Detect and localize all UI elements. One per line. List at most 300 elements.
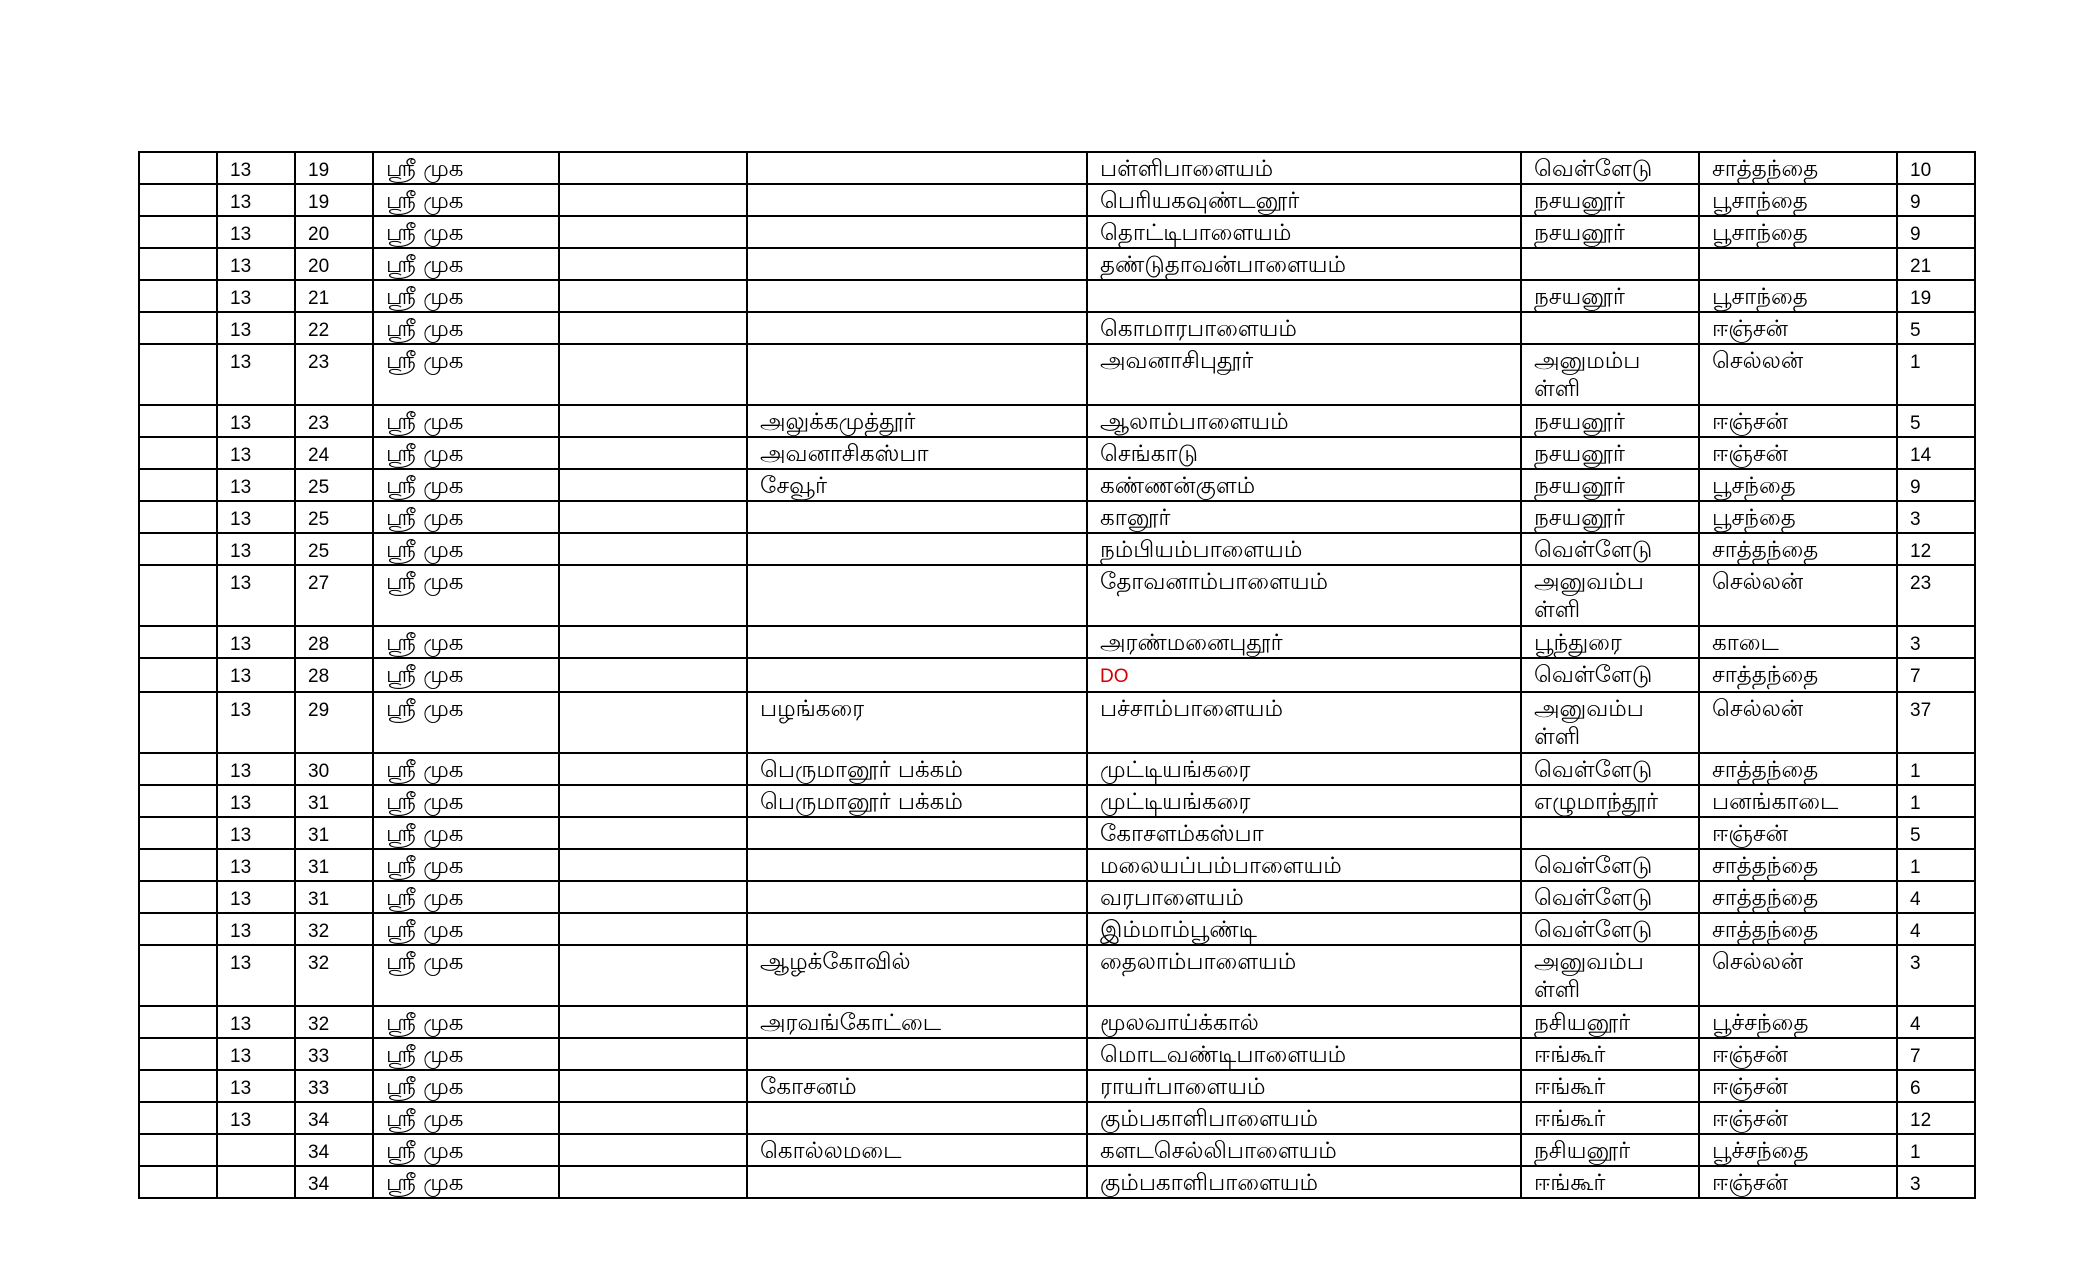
number-b-cell: 25 xyxy=(295,533,373,565)
number-a-cell: 13 xyxy=(217,692,295,753)
place-cell: வெள்ளேடு xyxy=(1521,913,1699,945)
village-b-cell: முட்டியங்கரை xyxy=(1087,753,1521,785)
table-row xyxy=(139,216,1975,248)
place-cell xyxy=(1521,817,1699,849)
table-row xyxy=(139,849,1975,881)
table-row xyxy=(139,184,1975,216)
table-row xyxy=(139,1134,1975,1166)
village-a-cell: அலுக்கமுத்தூர் xyxy=(747,405,1087,437)
number-b-cell: 29 xyxy=(295,692,373,753)
clan-cell: சாத்தந்தை xyxy=(1699,753,1897,785)
village-b-cell: கும்பகாளிபாளையம் xyxy=(1087,1102,1521,1134)
village-a-cell xyxy=(747,913,1087,945)
place-cell: அனுமம்பள்ளி xyxy=(1521,344,1699,405)
empty-col-cell xyxy=(559,184,747,216)
empty-col-cell xyxy=(559,152,747,184)
prefix-cell: ஸ்ரீ முக xyxy=(373,1070,559,1102)
village-a-cell: அரவங்கோட்டை xyxy=(747,1006,1087,1038)
clan-cell: ஈஞ்சன் xyxy=(1699,1102,1897,1134)
village-b-cell: இம்மாம்பூண்டி xyxy=(1087,913,1521,945)
count-cell: 10 xyxy=(1897,152,1975,184)
red-ditto-note: DO xyxy=(1100,666,1129,687)
number-b-cell: 31 xyxy=(295,785,373,817)
count-cell: 1 xyxy=(1897,785,1975,817)
place-cell: வெள்ளேடு xyxy=(1521,881,1699,913)
empty-col-cell xyxy=(559,405,747,437)
table-row xyxy=(139,817,1975,849)
clan-cell: செல்லன் xyxy=(1699,344,1897,405)
number-b-cell: 25 xyxy=(295,501,373,533)
number-b-cell: 31 xyxy=(295,881,373,913)
count-cell: 6 xyxy=(1897,1070,1975,1102)
prefix-cell: ஸ்ரீ முக xyxy=(373,565,559,626)
table-row xyxy=(139,152,1975,184)
village-b-cell: கும்பகாளிபாளையம் xyxy=(1087,1166,1521,1198)
empty-col-cell xyxy=(559,469,747,501)
blank-col-cell xyxy=(139,658,217,692)
village-a-cell xyxy=(747,1102,1087,1134)
village-a-cell: ஆழக்கோவில் xyxy=(747,945,1087,1006)
empty-col-cell xyxy=(559,817,747,849)
empty-col-cell xyxy=(559,565,747,626)
village-b-cell: கொமாரபாளையம் xyxy=(1087,312,1521,344)
clan-cell: ஈஞ்சன் xyxy=(1699,312,1897,344)
place-cell xyxy=(1521,312,1699,344)
village-a-cell: அவனாசிகஸ்பா xyxy=(747,437,1087,469)
village-b-cell: தண்டுதாவன்பாளையம் xyxy=(1087,248,1521,280)
number-a-cell: 13 xyxy=(217,533,295,565)
clan-cell: சாத்தந்தை xyxy=(1699,533,1897,565)
number-a-cell: 13 xyxy=(217,405,295,437)
number-a-cell: 13 xyxy=(217,753,295,785)
prefix-cell: ஸ்ரீ முக xyxy=(373,1166,559,1198)
clan-cell: பூசாந்தை xyxy=(1699,280,1897,312)
count-cell: 1 xyxy=(1897,849,1975,881)
blank-col-cell xyxy=(139,216,217,248)
place-cell: எழுமாந்தூர் xyxy=(1521,785,1699,817)
village-a-cell xyxy=(747,849,1087,881)
place-cell: நசியனூர் xyxy=(1521,1134,1699,1166)
data-table xyxy=(138,151,1976,1199)
village-a-cell xyxy=(747,248,1087,280)
place-cell: நசயனூர் xyxy=(1521,280,1699,312)
number-b-cell: 27 xyxy=(295,565,373,626)
place-cell: நசயனூர் xyxy=(1521,216,1699,248)
village-b-cell: தோவனாம்பாளையம் xyxy=(1087,565,1521,626)
prefix-cell: ஸ்ரீ முக xyxy=(373,152,559,184)
table-row xyxy=(139,533,1975,565)
blank-col-cell xyxy=(139,626,217,658)
village-b-cell: அரண்மனைபுதூர் xyxy=(1087,626,1521,658)
empty-col-cell xyxy=(559,1102,747,1134)
blank-col-cell xyxy=(139,785,217,817)
empty-col-cell xyxy=(559,626,747,658)
blank-col-cell xyxy=(139,501,217,533)
village-b-cell: ஆலாம்பாளையம் xyxy=(1087,405,1521,437)
number-a-cell xyxy=(217,1134,295,1166)
count-cell: 37 xyxy=(1897,692,1975,753)
number-a-cell: 13 xyxy=(217,469,295,501)
number-b-cell: 30 xyxy=(295,753,373,785)
place-cell: ஈங்கூர் xyxy=(1521,1070,1699,1102)
village-b-cell: கானூர் xyxy=(1087,501,1521,533)
place-cell: நசயனூர் xyxy=(1521,405,1699,437)
clan-cell: பூசாந்தை xyxy=(1699,216,1897,248)
blank-col-cell xyxy=(139,1070,217,1102)
count-cell: 19 xyxy=(1897,280,1975,312)
clan-cell: பூச்சந்தை xyxy=(1699,1134,1897,1166)
prefix-cell: ஸ்ரீ முக xyxy=(373,184,559,216)
clan-cell: சாத்தந்தை xyxy=(1699,913,1897,945)
village-b-cell: முட்டியங்கரை xyxy=(1087,785,1521,817)
count-cell: 9 xyxy=(1897,216,1975,248)
clan-cell: செல்லன் xyxy=(1699,945,1897,1006)
number-b-cell: 22 xyxy=(295,312,373,344)
place-cell: வெள்ளேடு xyxy=(1521,152,1699,184)
number-b-cell: 21 xyxy=(295,280,373,312)
blank-col-cell xyxy=(139,1134,217,1166)
count-cell: 21 xyxy=(1897,248,1975,280)
village-b-cell: தொட்டிபாளையம் xyxy=(1087,216,1521,248)
prefix-cell: ஸ்ரீ முக xyxy=(373,945,559,1006)
table-row xyxy=(139,913,1975,945)
empty-col-cell xyxy=(559,753,747,785)
place-cell: வெள்ளேடு xyxy=(1521,753,1699,785)
prefix-cell: ஸ்ரீ முக xyxy=(373,1134,559,1166)
empty-col-cell xyxy=(559,248,747,280)
table-row xyxy=(139,344,1975,405)
empty-col-cell xyxy=(559,533,747,565)
clan-cell: சாத்தந்தை xyxy=(1699,881,1897,913)
prefix-cell: ஸ்ரீ முக xyxy=(373,658,559,692)
place-cell: நசயனூர் xyxy=(1521,501,1699,533)
number-a-cell: 13 xyxy=(217,849,295,881)
blank-col-cell xyxy=(139,945,217,1006)
number-a-cell: 13 xyxy=(217,216,295,248)
count-cell: 9 xyxy=(1897,184,1975,216)
table-row xyxy=(139,626,1975,658)
empty-col-cell xyxy=(559,1070,747,1102)
prefix-cell: ஸ்ரீ முக xyxy=(373,437,559,469)
prefix-cell: ஸ்ரீ முக xyxy=(373,469,559,501)
count-cell: 3 xyxy=(1897,945,1975,1006)
count-cell: 4 xyxy=(1897,881,1975,913)
village-b-cell: பச்சாம்பாளையம் xyxy=(1087,692,1521,753)
number-b-cell: 23 xyxy=(295,344,373,405)
clan-cell: சாத்தந்தை xyxy=(1699,658,1897,692)
number-a-cell: 13 xyxy=(217,626,295,658)
village-a-cell xyxy=(747,501,1087,533)
clan-cell: ஈஞ்சன் xyxy=(1699,1038,1897,1070)
place-cell: நசயனூர் xyxy=(1521,184,1699,216)
clan-cell: ஈஞ்சன் xyxy=(1699,817,1897,849)
clan-cell: பூசந்தை xyxy=(1699,501,1897,533)
village-b-cell: அவனாசிபுதூர் xyxy=(1087,344,1521,405)
place-cell: அனுவம்பள்ளி xyxy=(1521,945,1699,1006)
village-b-cell: கோசளம்கஸ்பா xyxy=(1087,817,1521,849)
count-cell: 4 xyxy=(1897,1006,1975,1038)
place-cell: அனுவம்பள்ளி xyxy=(1521,692,1699,753)
blank-col-cell xyxy=(139,849,217,881)
blank-col-cell xyxy=(139,692,217,753)
number-a-cell: 13 xyxy=(217,344,295,405)
village-b-cell: மொடவண்டிபாளையம் xyxy=(1087,1038,1521,1070)
empty-col-cell xyxy=(559,1166,747,1198)
empty-col-cell xyxy=(559,658,747,692)
table-row xyxy=(139,501,1975,533)
count-cell: 4 xyxy=(1897,913,1975,945)
number-b-cell: 33 xyxy=(295,1038,373,1070)
number-a-cell: 13 xyxy=(217,658,295,692)
count-cell: 7 xyxy=(1897,1038,1975,1070)
empty-col-cell xyxy=(559,1006,747,1038)
number-a-cell: 13 xyxy=(217,248,295,280)
blank-col-cell xyxy=(139,1166,217,1198)
village-a-cell xyxy=(747,658,1087,692)
blank-col-cell xyxy=(139,565,217,626)
clan-cell: செல்லன் xyxy=(1699,692,1897,753)
place-cell: பூந்துரை xyxy=(1521,626,1699,658)
number-b-cell: 20 xyxy=(295,248,373,280)
clan-cell: பூச்சந்தை xyxy=(1699,1006,1897,1038)
number-b-cell: 20 xyxy=(295,216,373,248)
table-row xyxy=(139,1102,1975,1134)
blank-col-cell xyxy=(139,881,217,913)
prefix-cell: ஸ்ரீ முக xyxy=(373,248,559,280)
village-b-cell xyxy=(1087,280,1521,312)
table-row xyxy=(139,658,1975,692)
prefix-cell: ஸ்ரீ முக xyxy=(373,913,559,945)
village-b-cell xyxy=(1087,658,1521,692)
count-cell: 12 xyxy=(1897,1102,1975,1134)
prefix-cell: ஸ்ரீ முக xyxy=(373,405,559,437)
count-cell: 5 xyxy=(1897,817,1975,849)
village-a-cell xyxy=(747,312,1087,344)
village-b-cell: நம்பியம்பாளையம் xyxy=(1087,533,1521,565)
village-a-cell: கொல்லமடை xyxy=(747,1134,1087,1166)
number-a-cell: 13 xyxy=(217,913,295,945)
number-b-cell: 32 xyxy=(295,913,373,945)
empty-col-cell xyxy=(559,785,747,817)
empty-col-cell xyxy=(559,849,747,881)
number-a-cell: 13 xyxy=(217,184,295,216)
place-cell: வெள்ளேடு xyxy=(1521,849,1699,881)
village-b-cell: மலையப்பம்பாளையம் xyxy=(1087,849,1521,881)
number-b-cell: 34 xyxy=(295,1166,373,1198)
place-cell: நசியனூர் xyxy=(1521,1006,1699,1038)
number-a-cell: 13 xyxy=(217,437,295,469)
number-b-cell: 32 xyxy=(295,1006,373,1038)
place-cell: வெள்ளேடு xyxy=(1521,533,1699,565)
table-row xyxy=(139,405,1975,437)
number-b-cell: 31 xyxy=(295,849,373,881)
blank-col-cell xyxy=(139,184,217,216)
prefix-cell: ஸ்ரீ முக xyxy=(373,533,559,565)
prefix-cell: ஸ்ரீ முக xyxy=(373,692,559,753)
number-a-cell xyxy=(217,1166,295,1198)
table-row xyxy=(139,785,1975,817)
blank-col-cell xyxy=(139,248,217,280)
clan-cell: சாத்தந்தை xyxy=(1699,849,1897,881)
prefix-cell: ஸ்ரீ முக xyxy=(373,501,559,533)
place-cell: ஈங்கூர் xyxy=(1521,1038,1699,1070)
empty-col-cell xyxy=(559,881,747,913)
empty-col-cell xyxy=(559,216,747,248)
blank-col-cell xyxy=(139,1038,217,1070)
table-row xyxy=(139,312,1975,344)
number-a-cell: 13 xyxy=(217,280,295,312)
prefix-cell: ஸ்ரீ முக xyxy=(373,881,559,913)
place-cell: வெள்ளேடு xyxy=(1521,658,1699,692)
number-a-cell: 13 xyxy=(217,1070,295,1102)
village-a-cell: சேவூர் xyxy=(747,469,1087,501)
village-b-cell: பள்ளிபாளையம் xyxy=(1087,152,1521,184)
place-cell xyxy=(1521,248,1699,280)
village-b-cell: ராயர்பாளையம் xyxy=(1087,1070,1521,1102)
table-row xyxy=(139,437,1975,469)
clan-cell: ஈஞ்சன் xyxy=(1699,1166,1897,1198)
prefix-cell: ஸ்ரீ முக xyxy=(373,312,559,344)
number-a-cell: 13 xyxy=(217,881,295,913)
village-b-cell: செங்காடு xyxy=(1087,437,1521,469)
village-a-cell xyxy=(747,152,1087,184)
number-b-cell: 28 xyxy=(295,626,373,658)
empty-col-cell xyxy=(559,692,747,753)
count-cell: 12 xyxy=(1897,533,1975,565)
empty-col-cell xyxy=(559,1134,747,1166)
empty-col-cell xyxy=(559,437,747,469)
blank-col-cell xyxy=(139,344,217,405)
count-cell: 1 xyxy=(1897,344,1975,405)
village-a-cell xyxy=(747,344,1087,405)
number-b-cell: 28 xyxy=(295,658,373,692)
number-a-cell: 13 xyxy=(217,1102,295,1134)
number-b-cell: 19 xyxy=(295,152,373,184)
blank-col-cell xyxy=(139,280,217,312)
village-a-cell xyxy=(747,1166,1087,1198)
clan-cell: பனங்காடை xyxy=(1699,785,1897,817)
prefix-cell: ஸ்ரீ முக xyxy=(373,1006,559,1038)
table-row xyxy=(139,945,1975,1006)
table-row xyxy=(139,1038,1975,1070)
village-b-cell: களடசெல்லிபாளையம் xyxy=(1087,1134,1521,1166)
number-b-cell: 19 xyxy=(295,184,373,216)
clan-cell: காடை xyxy=(1699,626,1897,658)
place-cell: அனுவம்பள்ளி xyxy=(1521,565,1699,626)
prefix-cell: ஸ்ரீ முக xyxy=(373,1102,559,1134)
prefix-cell: ஸ்ரீ முக xyxy=(373,216,559,248)
number-b-cell: 25 xyxy=(295,469,373,501)
number-b-cell: 31 xyxy=(295,817,373,849)
table-row xyxy=(139,1006,1975,1038)
village-a-cell xyxy=(747,626,1087,658)
number-a-cell: 13 xyxy=(217,785,295,817)
number-a-cell: 13 xyxy=(217,945,295,1006)
empty-col-cell xyxy=(559,501,747,533)
prefix-cell: ஸ்ரீ முக xyxy=(373,626,559,658)
count-cell: 5 xyxy=(1897,312,1975,344)
number-a-cell: 13 xyxy=(217,152,295,184)
table-row xyxy=(139,469,1975,501)
village-b-cell: பெரியகவுண்டனூர் xyxy=(1087,184,1521,216)
blank-col-cell xyxy=(139,152,217,184)
clan-cell: பூசந்தை xyxy=(1699,469,1897,501)
blank-col-cell xyxy=(139,1102,217,1134)
number-a-cell: 13 xyxy=(217,565,295,626)
number-b-cell: 33 xyxy=(295,1070,373,1102)
place-cell: ஈங்கூர் xyxy=(1521,1166,1699,1198)
village-a-cell xyxy=(747,817,1087,849)
clan-cell xyxy=(1699,248,1897,280)
clan-cell: சாத்தந்தை xyxy=(1699,152,1897,184)
number-a-cell: 13 xyxy=(217,1006,295,1038)
prefix-cell: ஸ்ரீ முக xyxy=(373,817,559,849)
number-b-cell: 24 xyxy=(295,437,373,469)
blank-col-cell xyxy=(139,1006,217,1038)
village-a-cell: பெருமானூர் பக்கம் xyxy=(747,753,1087,785)
prefix-cell: ஸ்ரீ முக xyxy=(373,849,559,881)
blank-col-cell xyxy=(139,405,217,437)
village-a-cell xyxy=(747,280,1087,312)
number-a-cell: 13 xyxy=(217,312,295,344)
clan-cell: பூசாந்தை xyxy=(1699,184,1897,216)
village-a-cell xyxy=(747,216,1087,248)
count-cell: 1 xyxy=(1897,1134,1975,1166)
prefix-cell: ஸ்ரீ முக xyxy=(373,344,559,405)
count-cell: 23 xyxy=(1897,565,1975,626)
village-a-cell xyxy=(747,1038,1087,1070)
place-cell: நசயனூர் xyxy=(1521,469,1699,501)
empty-col-cell xyxy=(559,913,747,945)
village-a-cell: பெருமானூர் பக்கம் xyxy=(747,785,1087,817)
count-cell: 3 xyxy=(1897,626,1975,658)
prefix-cell: ஸ்ரீ முக xyxy=(373,1038,559,1070)
number-b-cell: 34 xyxy=(295,1134,373,1166)
number-a-cell: 13 xyxy=(217,1038,295,1070)
village-b-cell: கண்ணன்குளம் xyxy=(1087,469,1521,501)
village-b-cell: மூலவாய்க்கால் xyxy=(1087,1006,1521,1038)
clan-cell: ஈஞ்சன் xyxy=(1699,1070,1897,1102)
blank-col-cell xyxy=(139,437,217,469)
place-cell: ஈங்கூர் xyxy=(1521,1102,1699,1134)
table-row xyxy=(139,248,1975,280)
blank-col-cell xyxy=(139,753,217,785)
count-cell: 9 xyxy=(1897,469,1975,501)
prefix-cell: ஸ்ரீ முக xyxy=(373,280,559,312)
empty-col-cell xyxy=(559,1038,747,1070)
table-row xyxy=(139,881,1975,913)
village-a-cell xyxy=(747,184,1087,216)
blank-col-cell xyxy=(139,817,217,849)
village-a-cell xyxy=(747,533,1087,565)
village-b-cell: வரபாளையம் xyxy=(1087,881,1521,913)
number-b-cell: 34 xyxy=(295,1102,373,1134)
clan-cell: செல்லன் xyxy=(1699,565,1897,626)
clan-cell: ஈஞ்சன் xyxy=(1699,437,1897,469)
village-a-cell: பழங்கரை xyxy=(747,692,1087,753)
village-a-cell: கோசனம் xyxy=(747,1070,1087,1102)
blank-col-cell xyxy=(139,913,217,945)
number-a-cell: 13 xyxy=(217,501,295,533)
prefix-cell: ஸ்ரீ முக xyxy=(373,785,559,817)
count-cell: 14 xyxy=(1897,437,1975,469)
table-row xyxy=(139,565,1975,626)
number-b-cell: 32 xyxy=(295,945,373,1006)
blank-col-cell xyxy=(139,312,217,344)
count-cell: 3 xyxy=(1897,501,1975,533)
clan-cell: ஈஞ்சன் xyxy=(1699,405,1897,437)
table-row xyxy=(139,280,1975,312)
